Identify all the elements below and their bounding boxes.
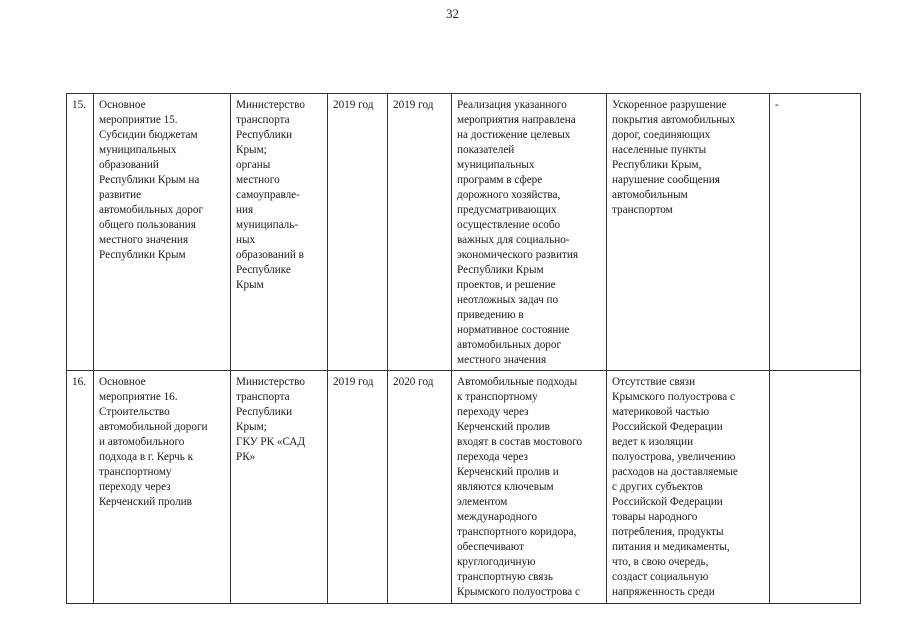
link-cell xyxy=(770,371,861,604)
consequences-cell: Отсутствие связи Крымского полуострова с материковой частью Российской Федерации ведет к изоляции полуострова, увеличению расходов на доставляемые с других субъектов Российской Федерации товары народного потребления, продукты питания и медикаменты, что, в свою очередь, создаст социальную напряженность среди xyxy=(607,371,770,604)
link-cell: - xyxy=(770,94,861,371)
consequences-cell: Ускоренное разрушение покрытия автомобильных дорог, соединяющих населенные пункты Республики Крым, нарушение сообщения автомобильным транспортом xyxy=(607,94,770,371)
start-year-cell: 2019 год xyxy=(328,371,388,604)
expected-result-cell: Реализация указанного мероприятия направлена на достижение целевых показателей муниципальных программ в сфере дорожного хозяйства, предусматривающих осуществление особо важных для социально- экономического развития Республики Крым проектов, и решение неотложных задач по приведению в нормативное состояние автомобильных дорог местного значения xyxy=(452,94,607,371)
row-number-cell: 15. xyxy=(67,94,94,371)
end-year-cell: 2020 год xyxy=(388,371,452,604)
expected-result-cell: Автомобильные подходы к транспортному переходу через Керченский пролив входят в состав мостового перехода через Керченский пролив и являются ключевым элементом международного транспортного коридора, обеспечивают круглогодичную транспортную связь Крымского полуострова с xyxy=(452,371,607,604)
measure-name-cell: Основное мероприятие 15. Субсидии бюджетам муниципальных образований Республики Крым на развитие автомобильных дорог общего пользования местного значения Республики Крым xyxy=(94,94,231,371)
measures-table xyxy=(66,93,861,604)
end-year-cell: 2019 год xyxy=(388,94,452,371)
executors-cell: Министерство транспорта Республики Крым; органы местного самоуправле- ния муниципаль- ных образований в Республике Крым xyxy=(231,94,328,371)
executors-cell: Министерство транспорта Республики Крым; ГКУ РК «САД РК» xyxy=(231,371,328,604)
table-row xyxy=(67,371,861,604)
page-number: 32 xyxy=(446,6,459,21)
row-number-cell: 16. xyxy=(67,371,94,604)
measure-name-cell: Основное мероприятие 16. Строительство автомобильной дороги и автомобильного подхода в г. Керчь к транспортному переходу через Керченский пролив xyxy=(94,371,231,604)
start-year-cell: 2019 год xyxy=(328,94,388,371)
table-row xyxy=(67,94,861,371)
